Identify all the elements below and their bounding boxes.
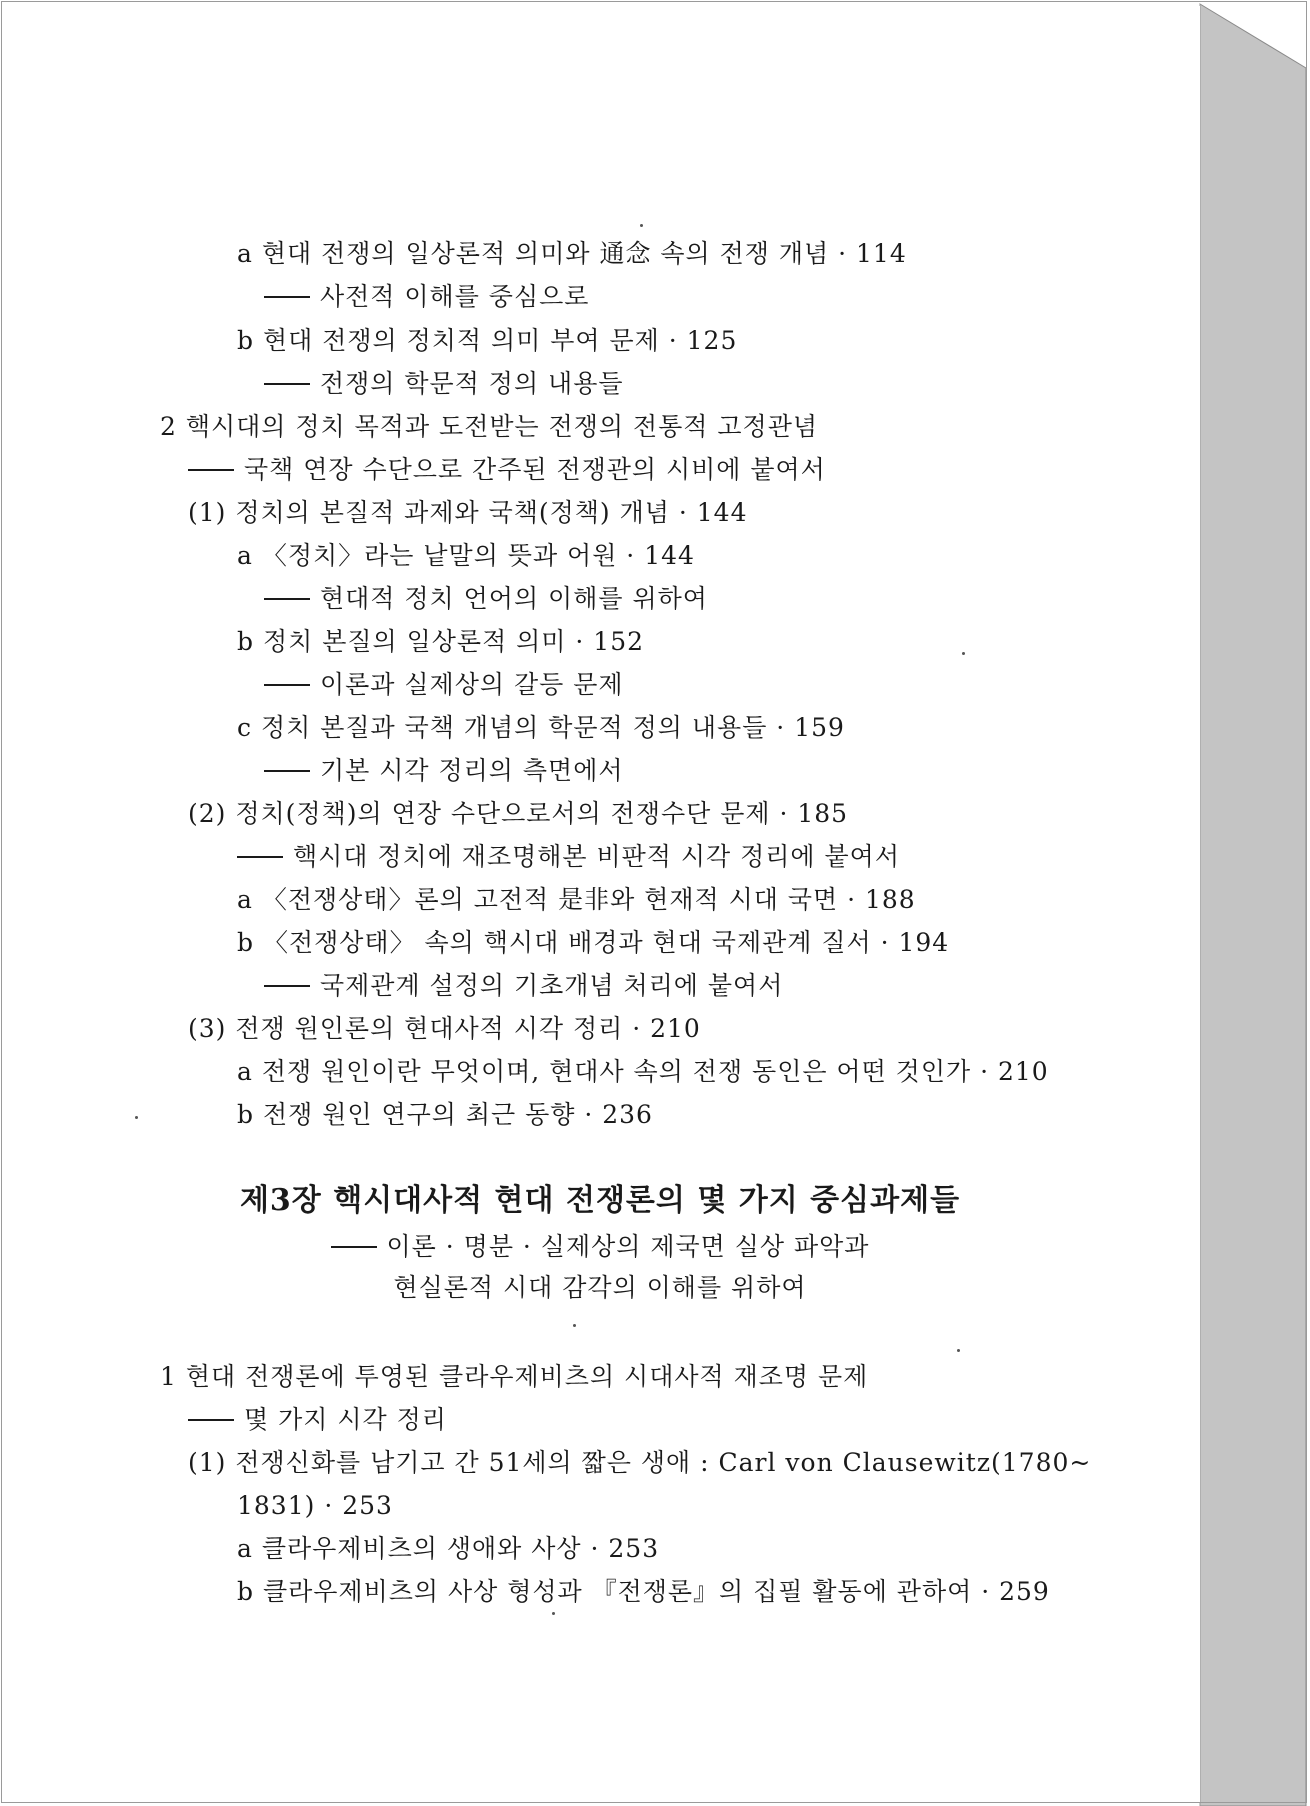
toc-subsection: (1) 정치의 본질적 과제와 국책(정책) 개념 · 144	[188, 498, 748, 527]
toc-subtitle: 핵시대 정치에 재조명해본 비판적 시각 정리에 붙여서	[237, 842, 900, 872]
toc-entry: a 〈정치〉라는 낱말의 뜻과 어원 · 144	[237, 541, 695, 570]
toc-entry: b 전쟁 원인 연구의 최근 동향 · 236	[237, 1100, 653, 1129]
scan-speck	[640, 224, 643, 227]
em-dash	[237, 856, 283, 858]
toc-subtitle: 국책 연장 수단으로 간주된 전쟁관의 시비에 붙여서	[188, 455, 826, 485]
toc-section: 2 핵시대의 정치 목적과 도전받는 전쟁의 전통적 고정관념	[160, 412, 818, 441]
toc-subsection: (2) 정치(정책)의 연장 수단으로서의 전쟁수단 문제 · 185	[188, 799, 849, 828]
toc-entry: a 클라우제비츠의 생애와 사상 · 253	[237, 1534, 660, 1563]
em-dash	[264, 598, 310, 600]
scan-speck	[552, 1612, 555, 1615]
scan-speck	[135, 1116, 138, 1119]
toc-subtitle: 전쟁의 학문적 정의 내용들	[264, 369, 624, 399]
toc-subtitle: 국제관계 설정의 기초개념 처리에 붙여서	[264, 971, 783, 1001]
scan-speck	[573, 1324, 576, 1327]
toc-subtitle: 이론과 실제상의 갈등 문제	[264, 670, 624, 700]
toc-entry-continuation: 1831) · 253	[237, 1491, 393, 1520]
toc-section: 1 현대 전쟁론에 투영된 클라우제비츠의 시대사적 재조명 문제	[160, 1362, 869, 1391]
toc-subsection: (3) 전쟁 원인론의 현대사적 시각 정리 · 210	[188, 1014, 701, 1043]
chapter-subtitle: 이론 · 명분 · 실제상의 제국면 실상 파악과	[0, 1232, 1200, 1262]
toc-entry: b 클라우제비츠의 사상 형성과 『전쟁론』의 집필 활동에 관하여 · 259	[237, 1577, 1050, 1606]
em-dash	[264, 383, 310, 385]
scan-speck	[962, 652, 965, 655]
toc-entry: b 현대 전쟁의 정치적 의미 부여 문제 · 125	[237, 326, 738, 355]
toc-entry: a 현대 전쟁의 일상론적 의미와 通念 속의 전쟁 개념 · 114	[237, 239, 907, 268]
chapter-title: 제3장 핵시대사적 현대 전쟁론의 몇 가지 중심과제들	[239, 1183, 961, 1218]
em-dash	[264, 985, 310, 987]
chapter-subtitle: 현실론적 시대 감각의 이해를 위하여	[393, 1273, 807, 1302]
toc-entry: a 〈전쟁상태〉론의 고전적 是非와 현재적 시대 국면 · 188	[237, 885, 916, 914]
toc-subtitle: 현대적 정치 언어의 이해를 위하여	[264, 584, 708, 614]
em-dash	[264, 770, 310, 772]
toc-entry: a 전쟁 원인이란 무엇이며, 현대사 속의 전쟁 동인은 어떤 것인가 · 210	[237, 1057, 1049, 1086]
em-dash	[188, 1419, 234, 1421]
toc-subtitle: 기본 시각 정리의 측면에서	[264, 756, 624, 786]
em-dash	[331, 1246, 377, 1248]
toc-subsection: (1) 전쟁신화를 남기고 간 51세의 짧은 생애 : Carl von Clausewitz(1780~	[188, 1448, 1092, 1477]
em-dash	[264, 684, 310, 686]
toc-subtitle: 사전적 이해를 중심으로	[264, 282, 589, 312]
toc-entry: c 정치 본질과 국책 개념의 학문적 정의 내용들 · 159	[237, 713, 845, 742]
em-dash	[188, 469, 234, 471]
em-dash	[264, 296, 310, 298]
scan-speck	[957, 1349, 960, 1352]
toc-entry: b 〈전쟁상태〉 속의 핵시대 배경과 현대 국제관계 질서 · 194	[237, 928, 950, 957]
toc-subtitle: 몇 가지 시각 정리	[188, 1405, 447, 1435]
toc-entry: b 정치 본질의 일상론적 의미 · 152	[237, 627, 645, 656]
